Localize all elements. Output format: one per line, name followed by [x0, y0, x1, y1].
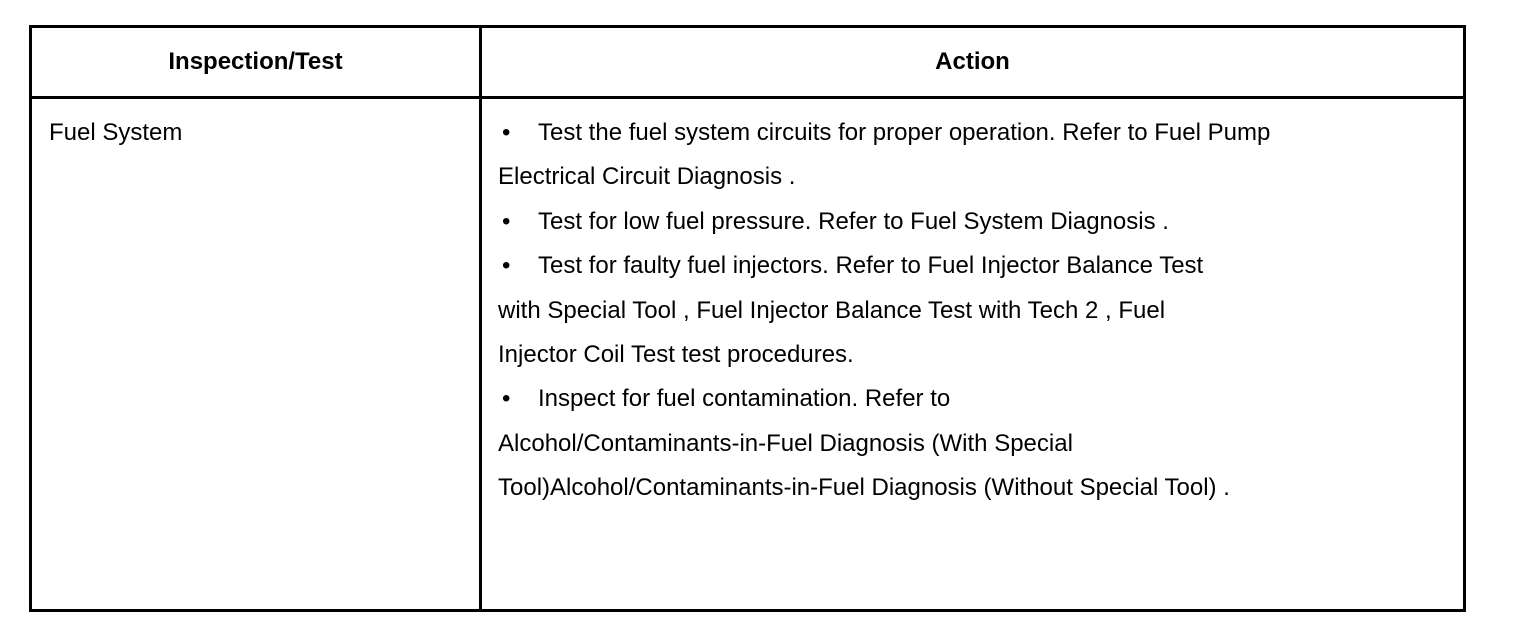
action-item	[498, 377, 1463, 510]
action-line: Tool)Alcohol/Contaminants-in-Fuel Diagnosis (Without Special Tool) .	[498, 474, 1230, 502]
action-line: Test for faulty fuel injectors. Refer to Fuel Injector Balance Test	[538, 252, 1204, 280]
action-line: Inspect for fuel contamination. Refer to	[538, 385, 951, 413]
bullet-marker: •	[502, 252, 511, 280]
action-item	[498, 200, 1463, 244]
action-cell	[481, 98, 1465, 611]
action-list	[482, 99, 1463, 511]
inspection-cell	[31, 98, 481, 611]
action-line: Test for low fuel pressure. Refer to Fuel System Diagnosis .	[538, 207, 1169, 235]
action-item	[498, 111, 1463, 200]
bullet-marker: •	[502, 385, 511, 413]
action-line: Alcohol/Contaminants-in-Fuel Diagnosis (With Special	[498, 429, 1073, 457]
action-item	[498, 244, 1463, 377]
table-row	[31, 98, 1465, 611]
table-header-row	[31, 27, 1465, 98]
action-line: Electrical Circuit Diagnosis .	[498, 163, 796, 191]
bullet-marker: •	[502, 119, 511, 146]
action-line: Test the fuel system circuits for proper operation. Refer to Fuel Pump	[538, 119, 1271, 146]
bullet-marker: •	[502, 207, 511, 235]
header-inspection-test: Inspection/Test	[31, 27, 481, 98]
action-line: Injector Coil Test test procedures.	[498, 341, 854, 369]
inspection-table	[29, 25, 1466, 612]
action-line: with Special Tool , Fuel Injector Balance Test with Tech 2 , Fuel	[498, 296, 1166, 324]
header-action: Action	[481, 27, 1465, 98]
inspection-name: Fuel System	[49, 119, 183, 146]
